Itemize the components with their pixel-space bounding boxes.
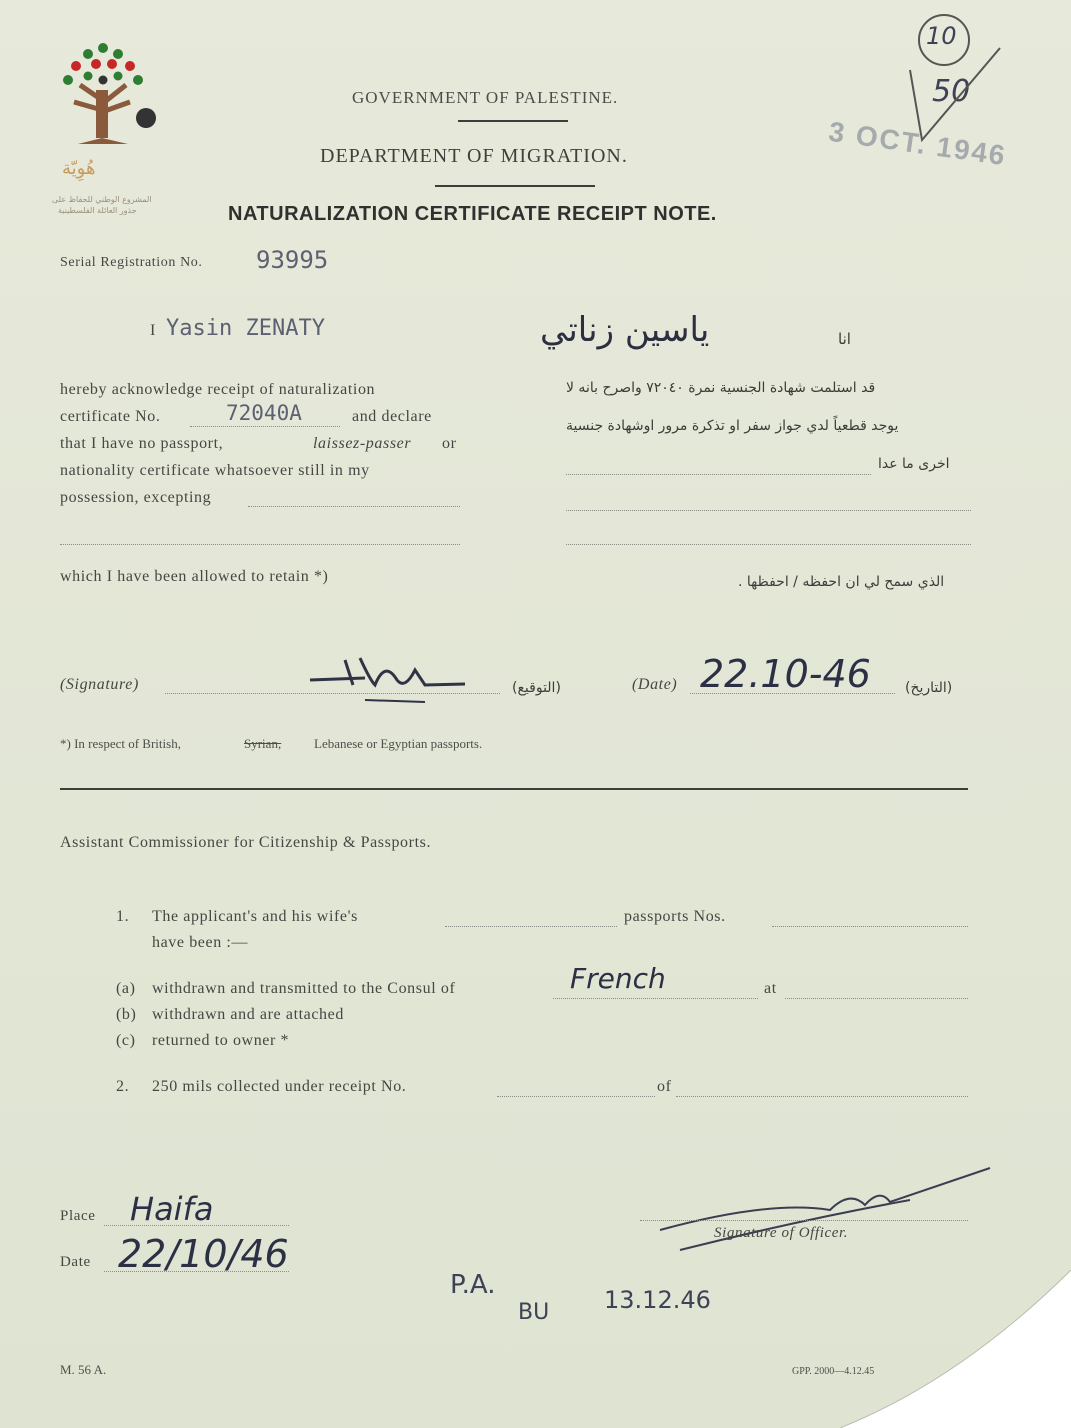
- place-label: Place: [60, 1208, 96, 1224]
- c-text: returned to owner *: [152, 1032, 290, 1049]
- ink-dot: [136, 108, 156, 128]
- consul-value: French: [570, 962, 666, 995]
- applicant-arabic-name: ياسين زناتي: [540, 310, 710, 350]
- certificate-number: 72040A: [226, 401, 302, 425]
- receipt-line-3b: or: [442, 435, 457, 452]
- section-divider: [60, 788, 968, 790]
- place-value: Haifa: [130, 1190, 214, 1228]
- bottom-date-label: Date: [60, 1254, 91, 1270]
- office-heading: Assistant Commissioner for Citizenship & Passports.: [60, 834, 432, 851]
- item1-dots-2: [772, 926, 968, 927]
- footnote-suffix: Lebanese or Egyptian passports.: [314, 736, 483, 751]
- c-label: (c): [116, 1032, 136, 1049]
- department-heading: DEPARTMENT OF MIGRATION.: [320, 145, 628, 167]
- a-label: (a): [116, 980, 136, 997]
- officer-signature-label: Signature of Officer.: [714, 1225, 849, 1241]
- date-label: (Date): [632, 676, 678, 693]
- applicant-arabic-prefix: انا: [838, 330, 851, 348]
- logo-tagline-2: جذور العائلة الفلسطينية: [58, 206, 137, 215]
- date-stamp: 3 OCT. 1946: [826, 115, 1009, 172]
- receipt-line-2a: certificate No.: [60, 408, 161, 425]
- receipt-line-4: nationality certificate whatsoever still in my: [60, 462, 370, 479]
- bottom-date-value: 22/10/46: [118, 1232, 289, 1276]
- arabic-line-1: قد استلمت شهادة الجنسية نمرة ٧٢٠٤٠ واصرح بانه لا: [566, 380, 876, 396]
- b-text: withdrawn and are attached: [152, 1006, 344, 1023]
- item1-text-a: The applicant's and his wife's: [152, 908, 358, 925]
- check-mark: [900, 40, 1010, 150]
- date-value: 22.10-46: [700, 652, 871, 696]
- registration-label: Serial Registration No.: [60, 255, 203, 270]
- file-note: 50: [932, 74, 971, 109]
- applicant-signature: [305, 640, 475, 710]
- item2-text: 250 mils collected under receipt No.: [152, 1078, 407, 1095]
- tree-logo-icon: [58, 40, 148, 155]
- signature-label: (Signature): [60, 676, 139, 693]
- logo-tagline-1: المشروع الوطني للحفاظ على: [52, 195, 152, 204]
- header-rule-1: [458, 120, 568, 122]
- arabic-dots-3: [566, 544, 971, 545]
- item1-text-c: have been :—: [152, 934, 249, 951]
- receipt-line-3a: that I have no passport,: [60, 435, 224, 452]
- footnote-struck: Syrian,: [244, 736, 282, 751]
- retain-text: which I have been allowed to retain *): [60, 568, 329, 585]
- note-pa: P.A.: [450, 1270, 496, 1300]
- officer-signature: [650, 1160, 1000, 1260]
- at-dots: [785, 998, 968, 999]
- logo-arabic-name: هُوِيّة: [62, 158, 96, 179]
- of-dots: [676, 1096, 968, 1097]
- b-label: (b): [116, 1006, 137, 1023]
- government-heading: GOVERNMENT OF PALESTINE.: [352, 88, 619, 107]
- item1-dots-1: [445, 926, 617, 927]
- arabic-retain: الذي سمح لي ان احفظه / احفظها .: [738, 574, 945, 590]
- receipt-line-2b: and declare: [352, 408, 432, 425]
- arabic-line-3: اخرى ما عدا: [878, 456, 950, 472]
- document-title: NATURALIZATION CERTIFICATE RECEIPT NOTE.: [228, 203, 717, 225]
- receipt-line-3-italic: laissez-passer: [313, 435, 412, 452]
- header-rule-2: [435, 185, 595, 187]
- officer-dots: [640, 1220, 968, 1221]
- applicant-name: Yasin ZENATY: [166, 316, 325, 341]
- receipt-line-1: hereby acknowledge receipt of naturalization: [60, 381, 376, 398]
- receipt-line-5: possession, excepting: [60, 489, 212, 506]
- excepting-dots: [248, 506, 460, 507]
- arabic-dots-2: [566, 510, 971, 511]
- registration-number: 93995: [256, 246, 329, 274]
- receipt-dots: [497, 1096, 655, 1097]
- a-text: withdrawn and transmitted to the Consul of: [152, 980, 456, 997]
- applicant-prefix: I: [150, 322, 156, 339]
- signature-arabic: (التوقيع): [512, 680, 561, 696]
- item1-text-b: passports Nos.: [624, 908, 726, 925]
- certificate-dots: [190, 426, 340, 427]
- consul-dots: [553, 998, 758, 999]
- arabic-dots-1: [566, 474, 871, 475]
- note-bu: BU: [518, 1300, 550, 1325]
- printer-code: GPP. 2000—4.12.45: [792, 1366, 875, 1377]
- note-date: 13.12.46: [604, 1286, 711, 1314]
- item1-number: 1.: [116, 908, 130, 925]
- a-at: at: [764, 980, 777, 997]
- item2-of: of: [657, 1078, 672, 1095]
- excepting-dots-2: [60, 544, 460, 545]
- item2-number: 2.: [116, 1078, 130, 1095]
- form-code: M. 56 A.: [60, 1362, 107, 1377]
- footnote-prefix: *) In respect of British,: [60, 736, 181, 751]
- arabic-line-2: يوجد قطعياً لدي جواز سفر او تذكرة مرور اوشهادة جنسية: [566, 418, 899, 434]
- folded-corner: [840, 1270, 1071, 1428]
- circled-number: 10: [926, 22, 957, 50]
- date-arabic: (التاريخ): [905, 680, 953, 696]
